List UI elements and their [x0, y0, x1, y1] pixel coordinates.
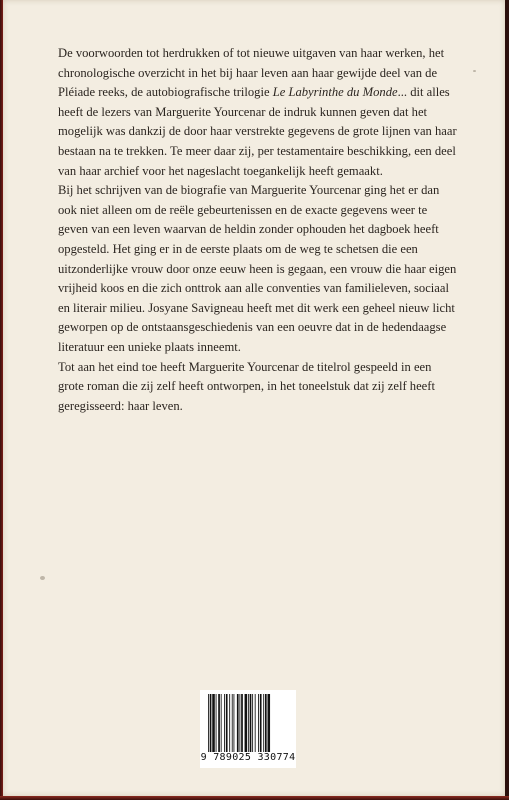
- book-title-reference: Le Labyrinthe du Monde: [272, 85, 398, 100]
- blurb-p1-text-end: ... dit alles heeft de lezers van Marguerite Yourcenar de indruk kunnen geven dat het mogelijk was dankzij de door haar verstrekte gegevens de grote lijnen van haar bestaan na te trekken. Te meer daar zij, per testamentaire beschikking, een deel van haar archief voor het nageslacht toegankelijk heeft gemaakt.: [58, 85, 457, 178]
- blurb-paragraph-3: Tot aan het eind toe heeft Marguerite Yourcenar de titelrol gespeeld in een grote roman die zij zelf heeft ontworpen, in het toneelstuk dat zij zelf heeft geregisseerd: haar leven.: [58, 359, 435, 413]
- cover-bottom-edge: [0, 796, 509, 800]
- blurb-p1-text-start: De voorwoorden tot herdrukken of tot nieuwe uitgaven van haar werken, het chronologische overzicht in het bij haar leven aan haar gewijde deel van de Pléiade reeks, de autobiografische trilogie: [58, 46, 445, 100]
- isbn-number: 9 789025 330774: [200, 752, 296, 763]
- blurb-paragraph-1: [58, 44, 458, 181]
- back-cover-blurb: [58, 44, 458, 416]
- blurb-paragraph-2: Bij het schrijven van de biografie van Marguerite Yourcenar ging het er dan ook niet alleen om de reële gebeurtenissen en de exacte gegevens weer te geven van een leven waarvan de heldin zonder ophouden het dagboek heeft opgesteld. Het ging er in de eerste plaats om de weg te schetsen die een uitzonderlijke vrouw door onze eeuw heen is gegaan, een vrouw die haar eigen vrijheid koos en die zich onttrok aan alle conventies van familieleven, sociaal en literair milieu. Josyane Savigneau heeft met dit werk een geheel nieuw licht geworpen op de ontstaansgeschiedenis van een oeuvre dat in de hedendaagse literatuur een unieke plaats inneemt.: [58, 183, 457, 354]
- paper-speck: [473, 70, 476, 72]
- isbn-barcode: [200, 690, 296, 768]
- barcode-bars: [208, 694, 292, 752]
- paper-speck: [40, 576, 45, 580]
